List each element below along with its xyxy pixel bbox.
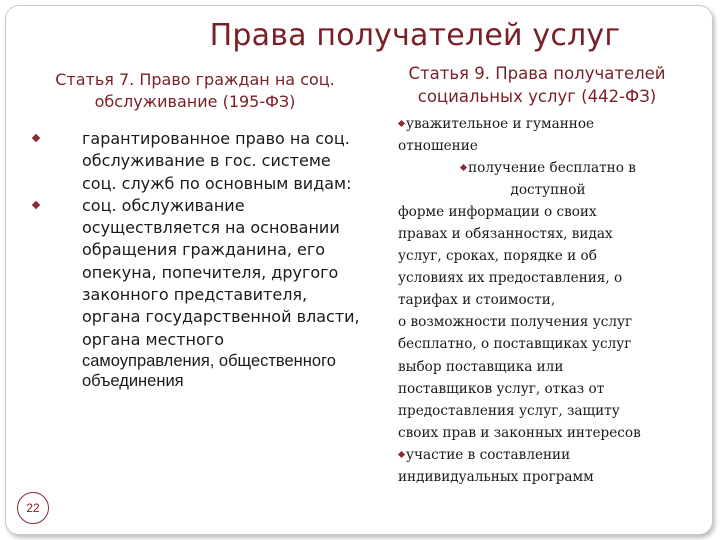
right-heading-line-1: Статья 9. Права получателей [408,64,666,83]
diamond-bullet-icon [398,120,405,127]
right-line: правах и обязанностях, видах [398,226,613,243]
right-line: выбор поставщика или [398,358,564,375]
right-line: тарифах и стоимости, [398,292,556,309]
left-bullet-1-text: гарантированное право на соц. обслуживание в гос. системе соц. служб по основным видам: [82,129,352,193]
right-line: бесплатно, о поставщиках услуг [398,336,632,353]
right-column-heading [378,62,696,108]
right-line: своих прав и законных интересов [398,424,641,441]
diamond-bullet-icon [32,201,40,209]
right-line: индивидуальных программ [398,468,594,485]
right-line: форме информации о своих [398,204,597,221]
right-line: условиях их предоставления, о [398,270,623,287]
left-column-body [30,128,370,391]
diamond-bullet-icon [32,134,40,142]
diamond-bullet-icon [398,451,405,458]
right-line: о возможности получения услуг [398,314,633,331]
right-heading-line-2: социальных услуг (442-ФЗ) [417,87,657,106]
right-line: доступной [510,182,586,199]
left-heading-line-1: Статья 7. Право граждан на соц. [55,70,335,89]
left-bullet-2-tail: самоуправления, общественного объединения [82,351,336,390]
right-line: услуг, сроках, порядке и об [398,248,597,265]
right-column-body [398,113,698,488]
right-line: отношение [398,138,478,155]
left-bullet-2 [30,195,370,391]
right-line: уважительное и гуманное [398,113,698,135]
right-line: участие в составлении [398,444,698,466]
right-line: получение бесплатно в [398,157,698,179]
diamond-bullet-icon [460,164,467,171]
page-number-badge: 22 [17,492,49,524]
right-line: предоставления услуг, защиту [398,402,620,419]
slide-title: Права получателей услуг [209,18,621,53]
left-bullet-1 [30,128,370,195]
right-line: поставщиков услуг, отказ от [398,380,605,397]
left-column-heading [30,69,360,113]
left-heading-line-2: обслуживание (195-ФЗ) [94,92,296,111]
left-bullet-2-text: соц. обслуживание осуществляется на основании обращения гражданина, его опекуна, попечителя, другого законного представителя, органа государственной власти, органа местного [82,195,360,349]
